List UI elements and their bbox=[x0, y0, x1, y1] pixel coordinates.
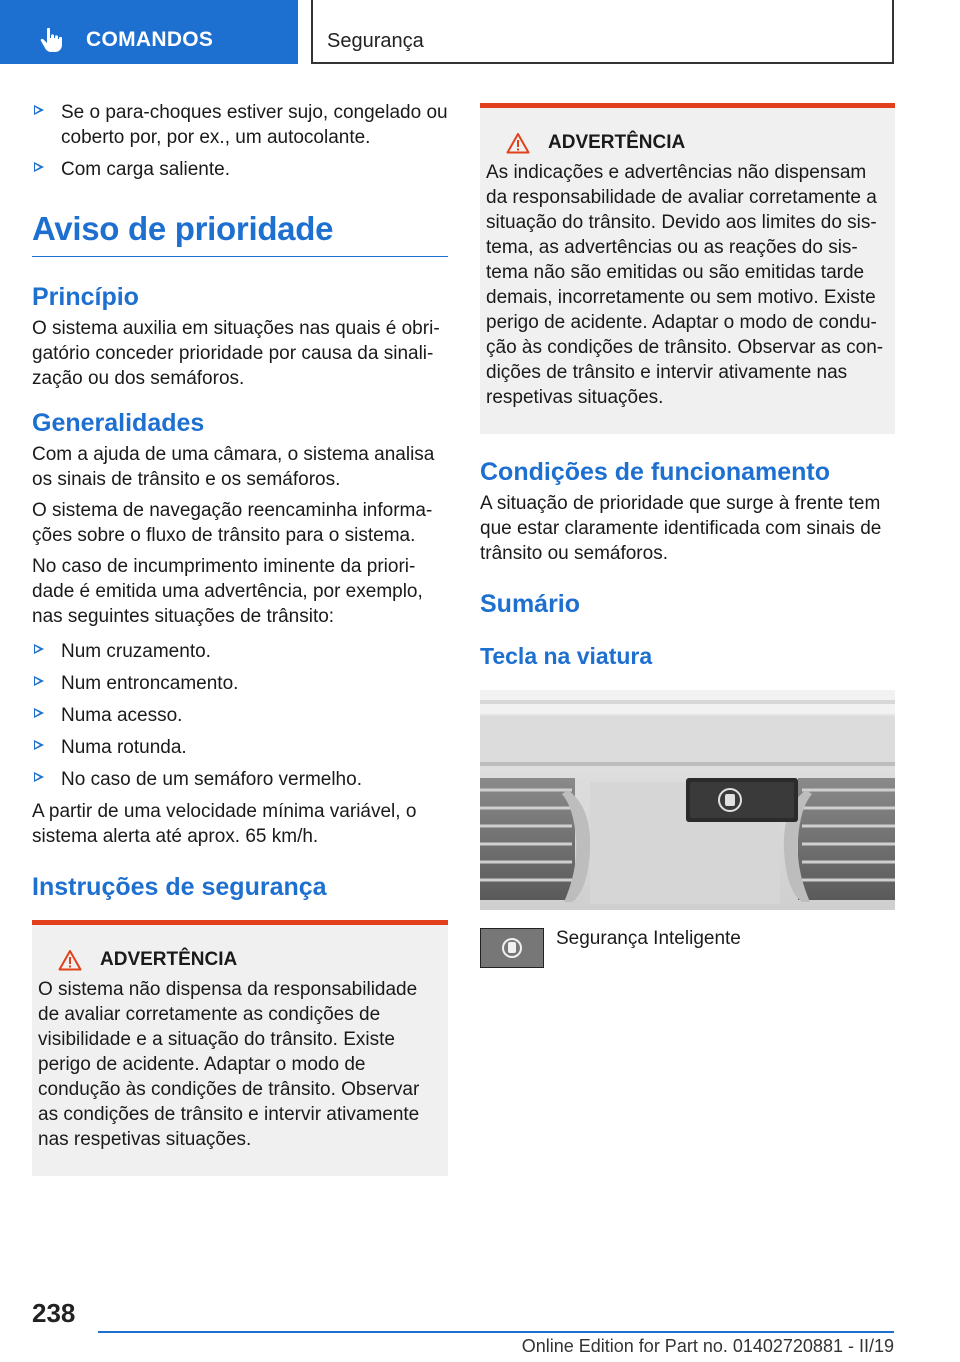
warning-text: O sistema não dispensa da responsabilidade de avaliar corretamente as condições de visibilidade e a situação do trânsito. Existe perigo de acidente. Adaptar o modo de condução às condições de trânsito. Observar as condições de trânsito e intervir ativamente nas respetivas situações. bbox=[38, 979, 420, 1150]
heading-principio: Princípio bbox=[32, 283, 139, 311]
heading-sumario: Sumário bbox=[480, 590, 581, 618]
warning-text: As indicações e advertências não dispensam da responsabilidade de avaliar corretamente a situação do trânsito. Devido aos limites do sistema, as advertências ou as reações do sistema não são emitidas ou são emitidas tarde demais, incorretamente ou sem motivo. Existe perigo de acidente. Adaptar o modo de condução às condições de trânsito. Observar as condições de trânsito e intervir ativamente nas respetivas situações. bbox=[486, 162, 884, 408]
warning-triangle-icon bbox=[58, 949, 82, 971]
list-item: Com carga saliente. bbox=[32, 157, 448, 182]
principio-text: O sistema auxilia em situações nas quais é obrigatório conceder prioridade por causa da sinalização ou dos semáforos. bbox=[32, 318, 440, 389]
heading-tecla: Tecla na viatura bbox=[480, 643, 653, 669]
legend-label: Segurança Inteligente bbox=[556, 928, 741, 949]
list-item: Num entroncamento. bbox=[32, 671, 448, 696]
triangle-bullet-icon bbox=[34, 676, 44, 686]
page-number: 238 bbox=[32, 1298, 76, 1328]
dashboard-button-photo bbox=[480, 690, 895, 910]
heading-generalidades: Generalidades bbox=[32, 409, 205, 437]
triangle-bullet-icon bbox=[34, 740, 44, 750]
warning-box bbox=[480, 103, 895, 434]
heading-condicoes: Condições de funcionamento bbox=[480, 458, 831, 486]
warning-triangle-icon bbox=[506, 132, 530, 154]
page-title: Aviso de prioridade bbox=[32, 210, 448, 257]
section-title: Segurança bbox=[327, 30, 424, 52]
list-item: Num cruzamento. bbox=[32, 639, 448, 664]
generalidades-paragraph: O sistema de navegação reencaminha informações sobre o fluxo de trânsito para o sistema. bbox=[32, 500, 433, 546]
warning-title: ADVERTÊNCIA bbox=[38, 949, 438, 971]
edition-text: Online Edition for Part no. 01402720881 - II/19 bbox=[521, 1336, 894, 1356]
triangle-bullet-icon bbox=[34, 105, 44, 115]
list-item: Se o para-choques estiver sujo, congelado ou coberto por, por ex., um autocolante. bbox=[32, 100, 448, 150]
triangle-bullet-icon bbox=[34, 644, 44, 654]
speed-text: A partir de uma velocidade mínima variável, o sistema alerta até aprox. 65 km/h. bbox=[32, 801, 417, 847]
left-column bbox=[32, 100, 448, 1176]
legend-row bbox=[480, 928, 895, 968]
warning-title: ADVERTÊNCIA bbox=[486, 132, 885, 154]
triangle-bullet-icon bbox=[34, 772, 44, 782]
triangle-bullet-icon bbox=[34, 708, 44, 718]
list-item: No caso de um semáforo vermelho. bbox=[32, 767, 448, 792]
list-item: Numa rotunda. bbox=[32, 735, 448, 760]
right-column bbox=[480, 103, 895, 968]
heading-instrucoes: Instruções de segurança bbox=[32, 873, 327, 901]
car-safety-button-icon bbox=[480, 928, 544, 968]
chapter-tab-label: COMANDOS bbox=[86, 28, 214, 51]
hand-pointer-icon bbox=[38, 26, 66, 54]
chapter-tab[interactable] bbox=[0, 0, 298, 64]
generalidades-paragraph: Com a ajuda de uma câmara, o sistema analisa os sinais de trânsito e os semáforos. bbox=[32, 444, 435, 490]
warning-box bbox=[32, 920, 448, 1176]
generalidades-paragraph: No caso de incumprimento iminente da prioridade é emitida uma advertência, por exemplo, nas seguintes situações de trânsito: bbox=[32, 556, 423, 627]
section-header bbox=[311, 0, 894, 64]
footer-divider bbox=[98, 1331, 894, 1333]
triangle-bullet-icon bbox=[34, 162, 44, 172]
condicoes-text: A situação de prioridade que surge à frente tem que estar claramente identificada com sinais de trânsito ou semáforos. bbox=[480, 493, 882, 564]
list-item: Numa acesso. bbox=[32, 703, 448, 728]
